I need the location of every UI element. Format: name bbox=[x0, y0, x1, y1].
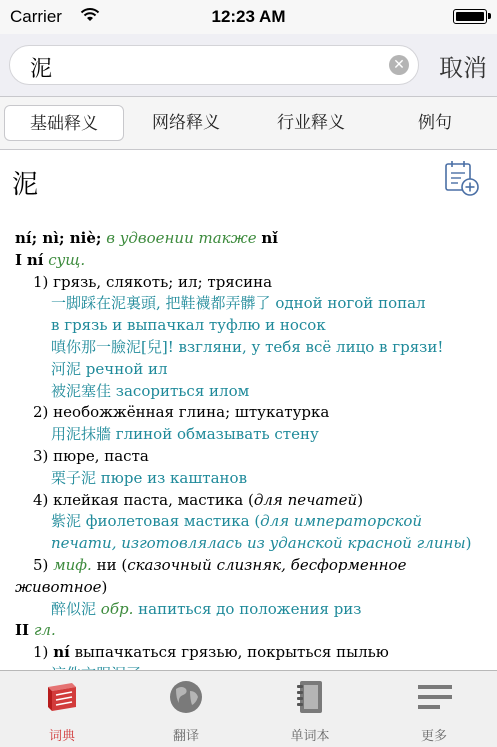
tab-dictionary[interactable] bbox=[0, 679, 124, 744]
example-continuation: печати, изготовлялась из уданской красной глины) bbox=[51, 534, 472, 553]
section-heading: II гл. bbox=[15, 621, 56, 640]
tab-industry[interactable]: 行业释义 bbox=[277, 113, 345, 133]
example[interactable]: 栗子泥 пюре из каштанов bbox=[51, 468, 248, 487]
example[interactable]: 河泥 речной ил bbox=[51, 359, 168, 378]
definition-content bbox=[0, 150, 497, 670]
pronunciation-alt: nǐ bbox=[261, 229, 278, 247]
tab-basic[interactable]: 基础释义 bbox=[4, 105, 124, 141]
section-heading: I ní сущ. bbox=[15, 250, 86, 269]
tab-translate-label: 翻译 bbox=[172, 729, 199, 744]
tab-wordbook[interactable] bbox=[248, 679, 372, 744]
search-bar bbox=[0, 34, 497, 97]
clear-icon[interactable]: ✕ bbox=[389, 55, 409, 75]
tab-dictionary-label: 词典 bbox=[48, 729, 75, 744]
pronunciation: ní; nì; niè; bbox=[15, 229, 102, 247]
carrier-label: Carrier bbox=[10, 7, 62, 26]
add-to-wordbook-icon[interactable] bbox=[444, 160, 480, 196]
headword: 泥 bbox=[12, 170, 39, 200]
tab-web[interactable]: 网络释义 bbox=[152, 113, 220, 133]
sense: 1) грязь, слякоть; ил; трясина bbox=[33, 272, 273, 291]
tab-examples[interactable]: 例句 bbox=[418, 113, 452, 133]
sense: 3) пюре, паста bbox=[33, 446, 149, 465]
dictionary-book-icon bbox=[42, 679, 82, 715]
sense: 5) миф. ни (сказочный слизняк, бесформенное bbox=[33, 555, 407, 574]
tab-more-label: 更多 bbox=[420, 729, 447, 744]
globe-icon bbox=[166, 679, 206, 715]
pronunciation-line bbox=[15, 228, 485, 250]
bottom-tab-bar bbox=[0, 670, 497, 747]
tab-wordbook-label: 单词本 bbox=[290, 729, 330, 744]
sense-continuation: животное) bbox=[15, 577, 108, 596]
more-lines-icon bbox=[414, 679, 454, 715]
pronunciation-note: в удвоении также bbox=[106, 229, 257, 247]
notebook-icon bbox=[290, 679, 330, 715]
status-bar bbox=[0, 0, 497, 34]
definition-tabs bbox=[0, 97, 497, 150]
example[interactable]: 用泥抹牆 глиной обмазывать стену bbox=[51, 425, 319, 444]
example-continuation: в грязь и выпачкал туфлю и носок bbox=[51, 316, 326, 335]
sense: 4) клейкая паста, мастика (для печатей) bbox=[33, 490, 364, 509]
entry-body bbox=[15, 228, 485, 686]
search-query: 泥 bbox=[30, 57, 53, 82]
example[interactable]: 一脚踩在泥裏頭, 把鞋襪都弄髒了 одной ногой попал bbox=[51, 294, 426, 313]
sense: 1) ní выпачкаться грязью, покрыться пылью bbox=[33, 643, 389, 662]
battery-icon bbox=[453, 9, 487, 24]
search-input[interactable] bbox=[9, 45, 419, 85]
tab-translate[interactable] bbox=[124, 679, 248, 744]
status-time: 12:23 AM bbox=[211, 7, 286, 26]
tab-more[interactable] bbox=[372, 679, 496, 744]
example[interactable]: 被泥塞佳 засориться илом bbox=[51, 381, 250, 400]
example[interactable]: 醉似泥 обр. напиться до положения риз bbox=[51, 599, 362, 618]
example[interactable]: 紫泥 фиолетовая мастика (для императорской bbox=[51, 512, 423, 531]
example[interactable]: 嗔你那一臉泥[兒]! взгляни, у тебя всё лицо в грязи! bbox=[51, 337, 444, 356]
sense: 2) необожжённая глина; штукатурка bbox=[33, 403, 330, 422]
cancel-button[interactable]: 取消 bbox=[439, 54, 487, 82]
